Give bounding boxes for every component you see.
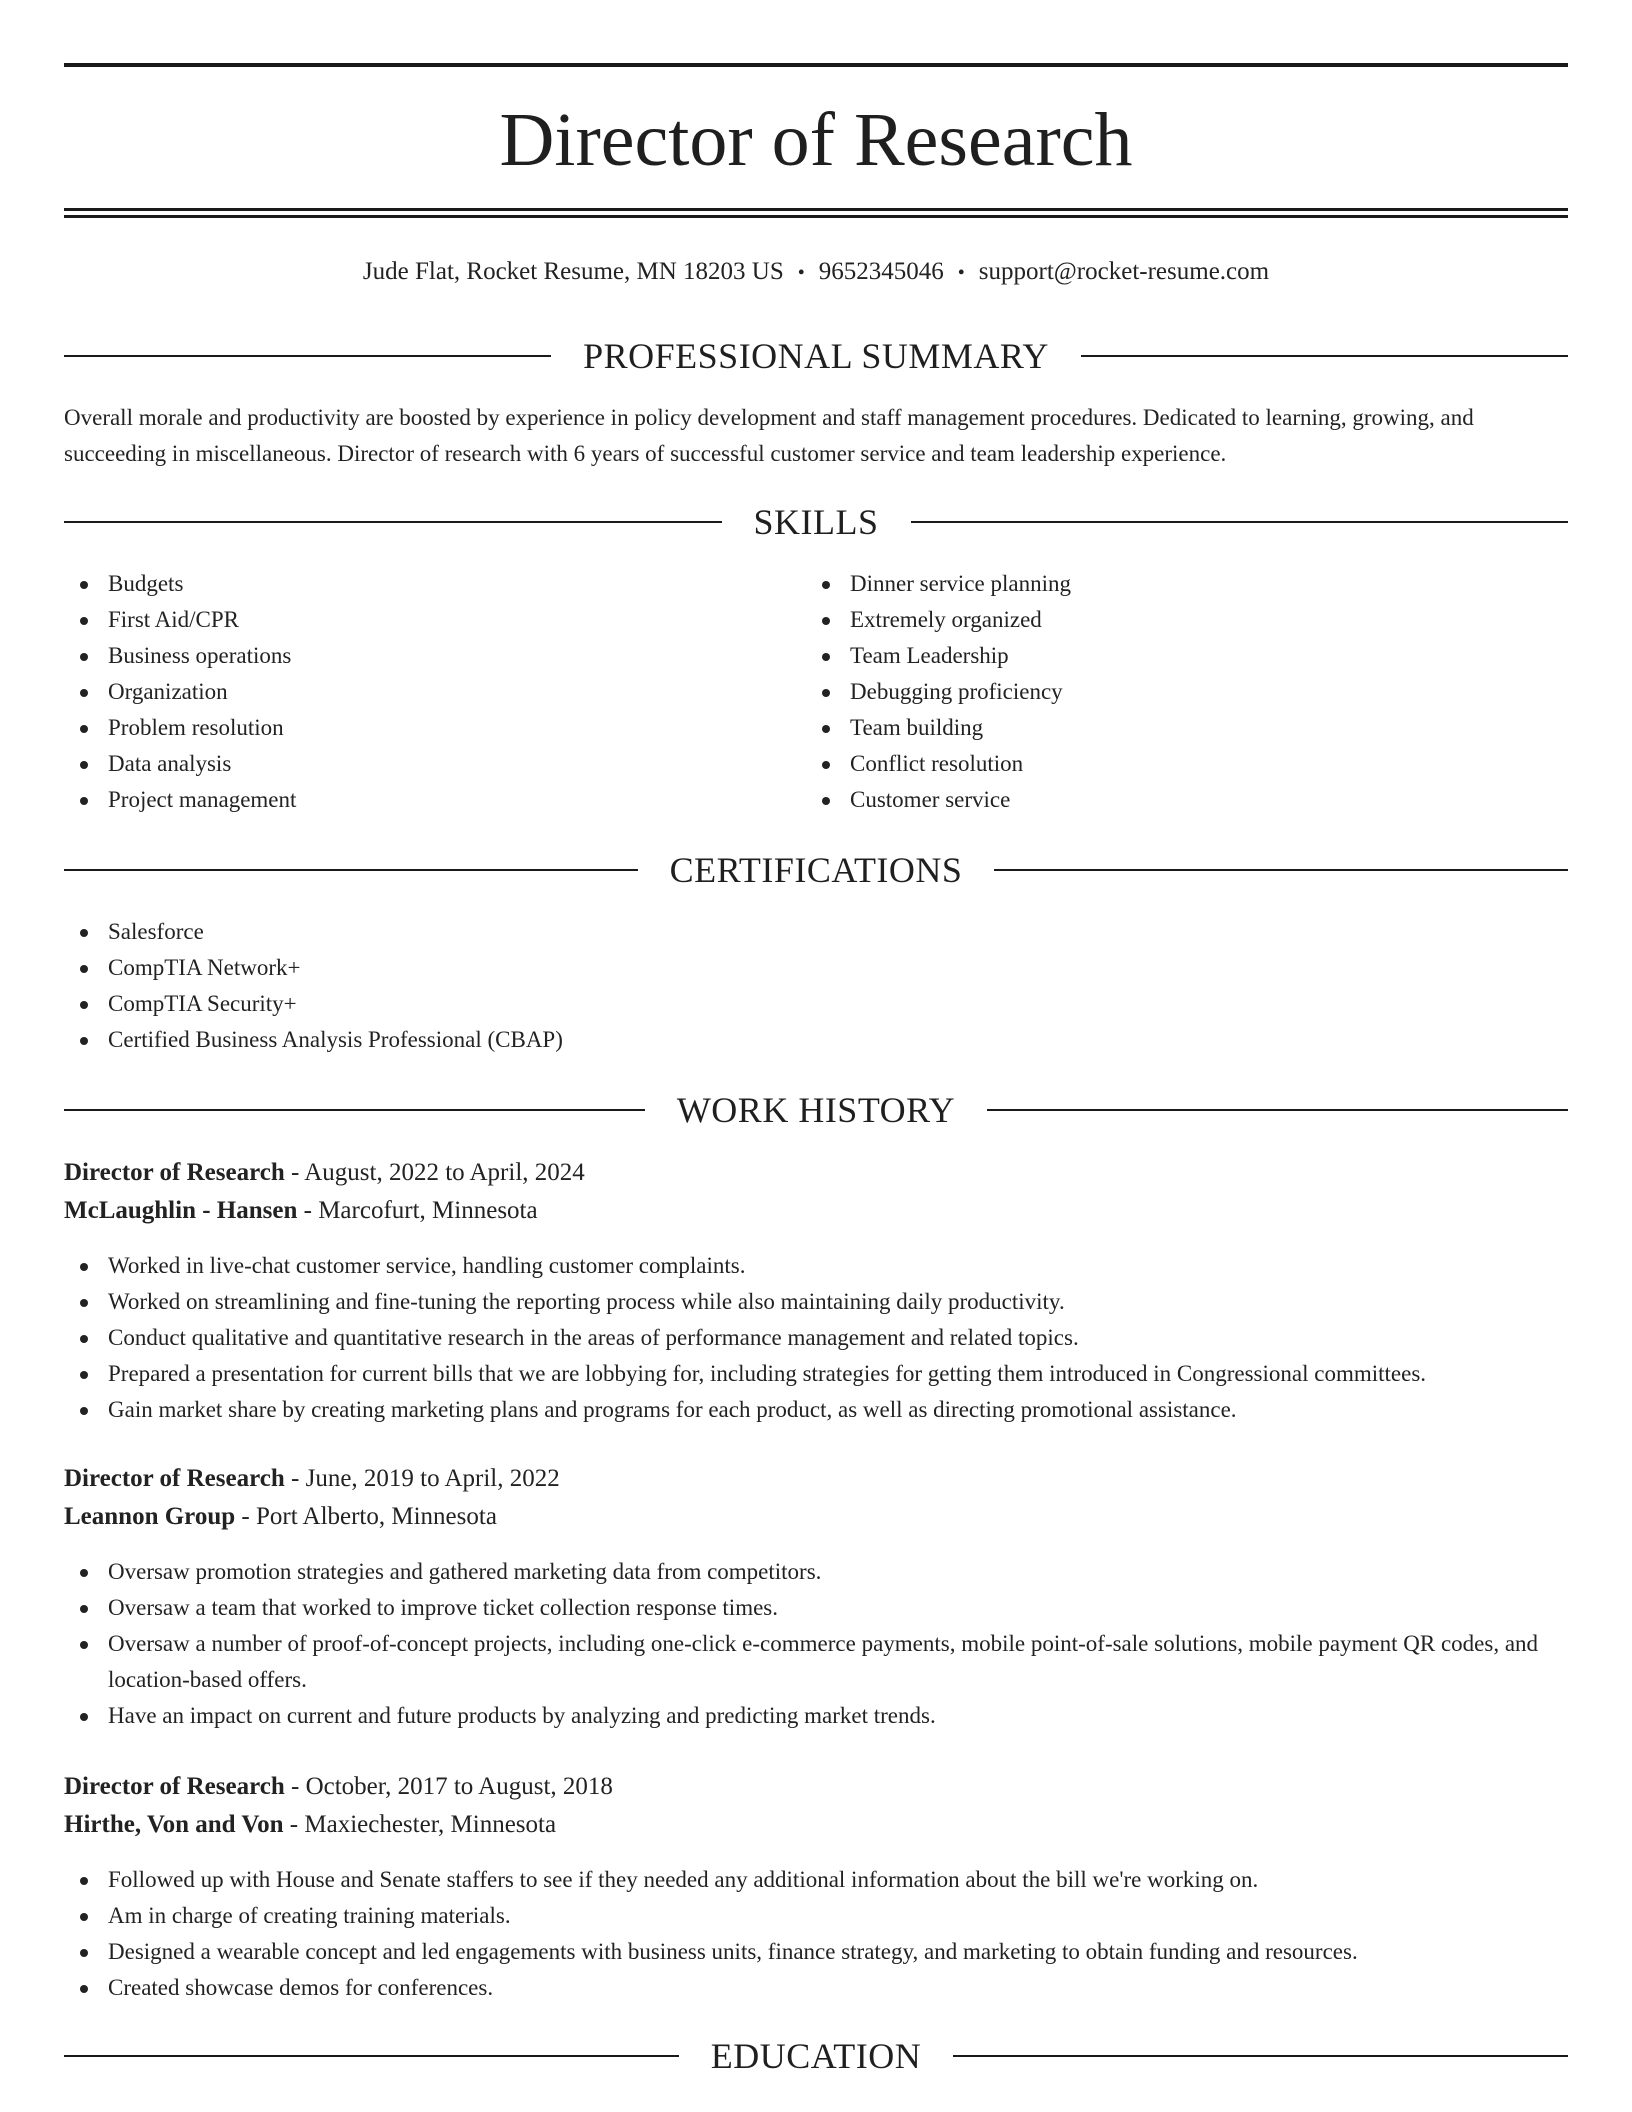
section-title-work-history: WORK HISTORY — [676, 1090, 956, 1130]
certification-item: CompTIA Network+ — [64, 950, 1568, 986]
contact-phone: 9652345046 — [818, 258, 944, 285]
skill-item: Customer service — [806, 782, 1546, 818]
job-bullet: Gain market share by creating marketing plans and programs for each product, as well as directing promotional assistance. — [64, 1392, 1568, 1428]
skill-item: Extremely organized — [806, 602, 1546, 638]
certification-item: CompTIA Security+ — [64, 986, 1568, 1022]
section-rule-right — [953, 2055, 1568, 2057]
section-rule-right — [1081, 355, 1568, 357]
section-title-summary: PROFESSIONAL SUMMARY — [583, 336, 1049, 376]
job-company-line — [64, 1498, 1568, 1536]
skills-list-left — [64, 566, 804, 818]
resume-title: Director of Research — [499, 98, 1133, 182]
certification-item: Certified Business Analysis Professional (CBAP) — [64, 1022, 1568, 1058]
section-header-summary — [64, 334, 1568, 378]
skill-item: Business operations — [64, 638, 804, 674]
title-rule-upper — [64, 208, 1568, 211]
skill-item: Dinner service planning — [806, 566, 1546, 602]
job-dates: - October, 2017 to August, 2018 — [284, 1773, 613, 1800]
contact-line — [64, 252, 1568, 293]
section-rule-right — [911, 521, 1569, 523]
job-title: Director of Research — [64, 1159, 285, 1186]
job-location: - Port Alberto, Minnesota — [235, 1503, 497, 1530]
section-rule-left — [64, 1109, 645, 1111]
job-bullets — [64, 1862, 1568, 2006]
top-rule — [64, 63, 1568, 67]
job-company: Hirthe, Von and Von — [64, 1811, 284, 1838]
section-header-work-history — [64, 1088, 1568, 1132]
job-title-line — [64, 1460, 1568, 1498]
job-title-line — [64, 1768, 1568, 1806]
section-header-certifications — [64, 848, 1568, 892]
skill-item: First Aid/CPR — [64, 602, 804, 638]
job-title: Director of Research — [64, 1773, 285, 1800]
job-bullets — [64, 1248, 1568, 1428]
section-rule-right — [987, 1109, 1568, 1111]
certifications-list — [64, 914, 1568, 1058]
section-rule-left — [64, 355, 551, 357]
skill-item: Team Leadership — [806, 638, 1546, 674]
job-bullet: Conduct qualitative and quantitative research in the areas of performance management and related topics. — [64, 1320, 1568, 1356]
skill-item: Conflict resolution — [806, 746, 1546, 782]
section-header-skills — [64, 500, 1568, 544]
job-bullet: Am in charge of creating training materials. — [64, 1898, 1568, 1934]
summary-text: Overall morale and productivity are boosted by experience in policy development and staff management procedures. Dedicated to learning, growing, and succeeding in miscellaneous. Director of research with 6 years of successful customer service and team leadership experience. — [64, 405, 1474, 466]
title-rule-lower — [64, 215, 1568, 218]
job-bullet: Have an impact on current and future products by analyzing and predicting market trends. — [64, 1698, 1568, 1734]
job-title: Director of Research — [64, 1465, 285, 1492]
skill-item: Project management — [64, 782, 804, 818]
section-rule-left — [64, 2055, 679, 2057]
skill-item: Team building — [806, 710, 1546, 746]
job-bullet: Created showcase demos for conferences. — [64, 1970, 1568, 2006]
job-location: - Maxiechester, Minnesota — [283, 1811, 557, 1838]
skill-item: Data analysis — [64, 746, 804, 782]
job-company-line — [64, 1192, 1568, 1230]
job-company: McLaughlin - Hansen — [64, 1197, 298, 1224]
section-rule-right — [994, 869, 1568, 871]
job-bullet: Worked on streamlining and fine-tuning the reporting process while also maintaining daily productivity. — [64, 1284, 1568, 1320]
job-dates: - June, 2019 to April, 2022 — [284, 1465, 560, 1492]
contact-separator: • — [797, 262, 805, 284]
job-company-line — [64, 1806, 1568, 1844]
job-bullet: Worked in live-chat customer service, handling customer complaints. — [64, 1248, 1568, 1284]
skill-item: Debugging proficiency — [806, 674, 1546, 710]
job-bullet: Oversaw a number of proof-of-concept projects, including one-click e-commerce payments, mobile point-of-sale solutions, mobile payment QR codes, and location-based offers. — [64, 1626, 1568, 1698]
skill-item: Problem resolution — [64, 710, 804, 746]
skill-item: Organization — [64, 674, 804, 710]
job-company: Leannon Group — [64, 1503, 236, 1530]
section-title-education: EDUCATION — [710, 2036, 922, 2076]
job-bullets — [64, 1554, 1568, 1734]
section-rule-left — [64, 869, 638, 871]
job-bullet: Prepared a presentation for current bills that we are lobbying for, including strategies for getting them introduced in Congressional committees. — [64, 1356, 1568, 1392]
job-bullet: Oversaw promotion strategies and gathered marketing data from competitors. — [64, 1554, 1568, 1590]
job-title-line — [64, 1154, 1568, 1192]
section-rule-left — [64, 521, 722, 523]
section-title-skills: SKILLS — [753, 502, 879, 542]
job-bullet: Followed up with House and Senate staffers to see if they needed any additional information about the bill we're working on. — [64, 1862, 1568, 1898]
section-title-certifications: CERTIFICATIONS — [669, 850, 963, 890]
skill-item: Budgets — [64, 566, 804, 602]
contact-email: support@rocket-resume.com — [978, 258, 1270, 285]
certification-item: Salesforce — [64, 914, 1568, 950]
job-location: - Marcofurt, Minnesota — [297, 1197, 538, 1224]
job-bullet: Designed a wearable concept and led engagements with business units, finance strategy, and marketing to obtain funding and resources. — [64, 1934, 1568, 1970]
contact-separator: • — [957, 262, 965, 284]
section-header-education — [64, 2034, 1568, 2078]
job-bullet: Oversaw a team that worked to improve ticket collection response times. — [64, 1590, 1568, 1626]
skills-list-right — [806, 566, 1546, 818]
contact-address: Jude Flat, Rocket Resume, MN 18203 US — [362, 258, 784, 285]
job-dates: - August, 2022 to April, 2024 — [284, 1159, 585, 1186]
